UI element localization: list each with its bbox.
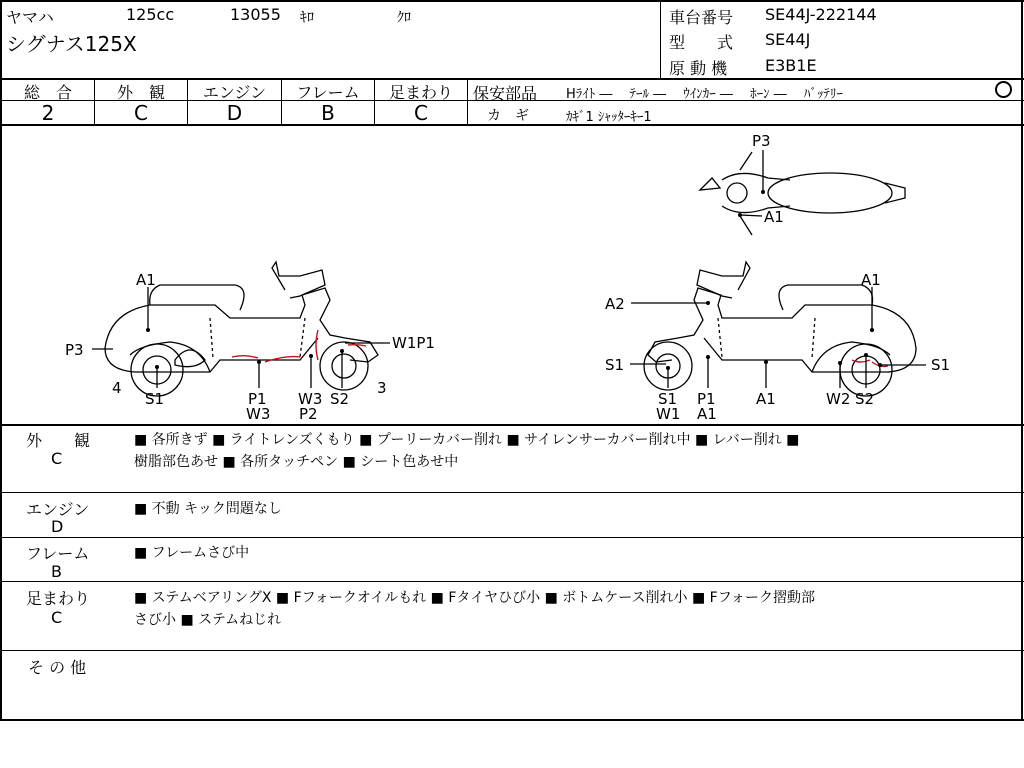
type-value: SE44J: [765, 30, 811, 49]
label-left-w3: W3: [246, 405, 271, 423]
key-label: カ ギ: [487, 108, 529, 124]
label-left-3: 3: [377, 379, 387, 397]
grade-frame-label: フレーム: [296, 83, 360, 102]
label-left-p2: P2: [299, 405, 318, 423]
label-right-p1: P1: [697, 390, 716, 408]
comment-frame-grade: B: [51, 562, 62, 581]
engine-label: 原 動 機: [669, 59, 728, 78]
right-labels: [605, 271, 950, 423]
comment-engine-line1: ■ 不動 キック問題なし: [134, 501, 282, 517]
displacement: 125cc: [126, 5, 175, 24]
label-right-a1: A1: [861, 271, 881, 289]
label-right-s2: S2: [855, 390, 875, 408]
scooter-top-view: [700, 152, 905, 235]
grade-exterior-value: C: [134, 101, 148, 125]
left-damage-marks: [232, 330, 366, 362]
grade-frame-value: B: [321, 101, 335, 125]
label-top-a1: A1: [764, 208, 784, 226]
label-left-w1p1: W1P1: [392, 334, 435, 352]
label-left-w3b: W3: [298, 390, 323, 408]
label-right-a2: A2: [605, 295, 625, 313]
engine-value: E3B1E: [765, 56, 817, 75]
grade-engine-label: エンジン: [202, 83, 267, 102]
label-left-s1: S1: [145, 390, 165, 408]
comment-suspension-grade: C: [51, 608, 63, 627]
mileage: 13055: [230, 5, 281, 24]
comment-frame-label: フレーム: [26, 544, 90, 563]
label-left-a1: A1: [136, 271, 156, 289]
left-labels: [65, 271, 435, 423]
grade-engine-value: D: [226, 101, 243, 125]
label-right-a1b: A1: [697, 405, 717, 423]
comment-frame-line1: ■ フレームさび中: [134, 545, 250, 561]
label-left-4: 4: [112, 379, 122, 397]
model-name: シグナス125X: [6, 32, 137, 56]
damage-diagram: [0, 126, 1024, 424]
maker: ヤマハ: [6, 8, 54, 27]
grade-exterior-label: 外 観: [116, 83, 165, 102]
body-color: ｸﾛ: [397, 10, 411, 26]
comment-exterior-label: 外 観: [26, 431, 91, 450]
grade-suspension-value: C: [414, 101, 428, 125]
label-right-s1-right: S1: [931, 356, 951, 374]
grade-overall-value: 2: [41, 101, 55, 125]
grade-suspension-label: 足まわり: [388, 83, 453, 102]
comment-suspension-line1: ■ ステムベアリングX ■ Fフォークオイルもれ ■ Fタイヤひび小 ■ ボトムケース削れ小 ■ Fフォーク摺動部: [134, 590, 816, 606]
safety-items: Hﾗｲﾄ ― ﾃｰﾙ ― ｳｲﾝｶｰ ― ﾎｰﾝ ― ﾊﾞｯﾃﾘｰ: [566, 87, 843, 102]
frame-no: SE44J-222144: [765, 5, 877, 24]
battery-ok-mark: [995, 81, 1012, 98]
grade-overall-label: 総 合: [23, 83, 72, 102]
label-left-s2: S2: [330, 390, 350, 408]
comment-exterior-grade: C: [51, 449, 63, 468]
label-left-p1: P1: [248, 390, 267, 408]
safety-label: 保安部品: [473, 84, 538, 103]
right-leader-lines: [630, 287, 926, 388]
frame-no-label: 車台番号: [669, 8, 734, 27]
key-value: ｶｷﾞ1 ｼｬｯﾀｰｷｰ1: [566, 110, 652, 125]
label-right-s1: S1: [658, 390, 678, 408]
label-right-a1c: A1: [756, 390, 776, 408]
label-right-s1-left: S1: [605, 356, 625, 374]
comment-suspension-label: 足まわり: [26, 589, 91, 608]
comment-exterior-line1: ■ 各所きず ■ ライトレンズくもり ■ プーリーカバー削れ ■ サイレンサーカバー削れ中 ■ レバー削れ ■: [134, 432, 800, 448]
comment-engine-grade: D: [51, 517, 64, 536]
top-leader-lines: [740, 150, 763, 216]
comment-suspension-line2: さび小 ■ ステムねじれ: [134, 612, 282, 628]
comment-other-label: そ の 他: [28, 658, 87, 677]
label-right-w1: W1: [656, 405, 681, 423]
comment-engine-label: エンジン: [26, 500, 90, 519]
label-top-p3: P3: [752, 132, 771, 150]
type-label: 型 式: [669, 33, 734, 52]
mileage-unit: ｷﾛ: [300, 10, 314, 26]
comment-exterior-line2: 樹脂部色あせ ■ 各所タッチペン ■ シート色あせ中: [134, 454, 459, 470]
label-right-w2: W2: [826, 390, 851, 408]
label-left-p3: P3: [65, 341, 84, 359]
